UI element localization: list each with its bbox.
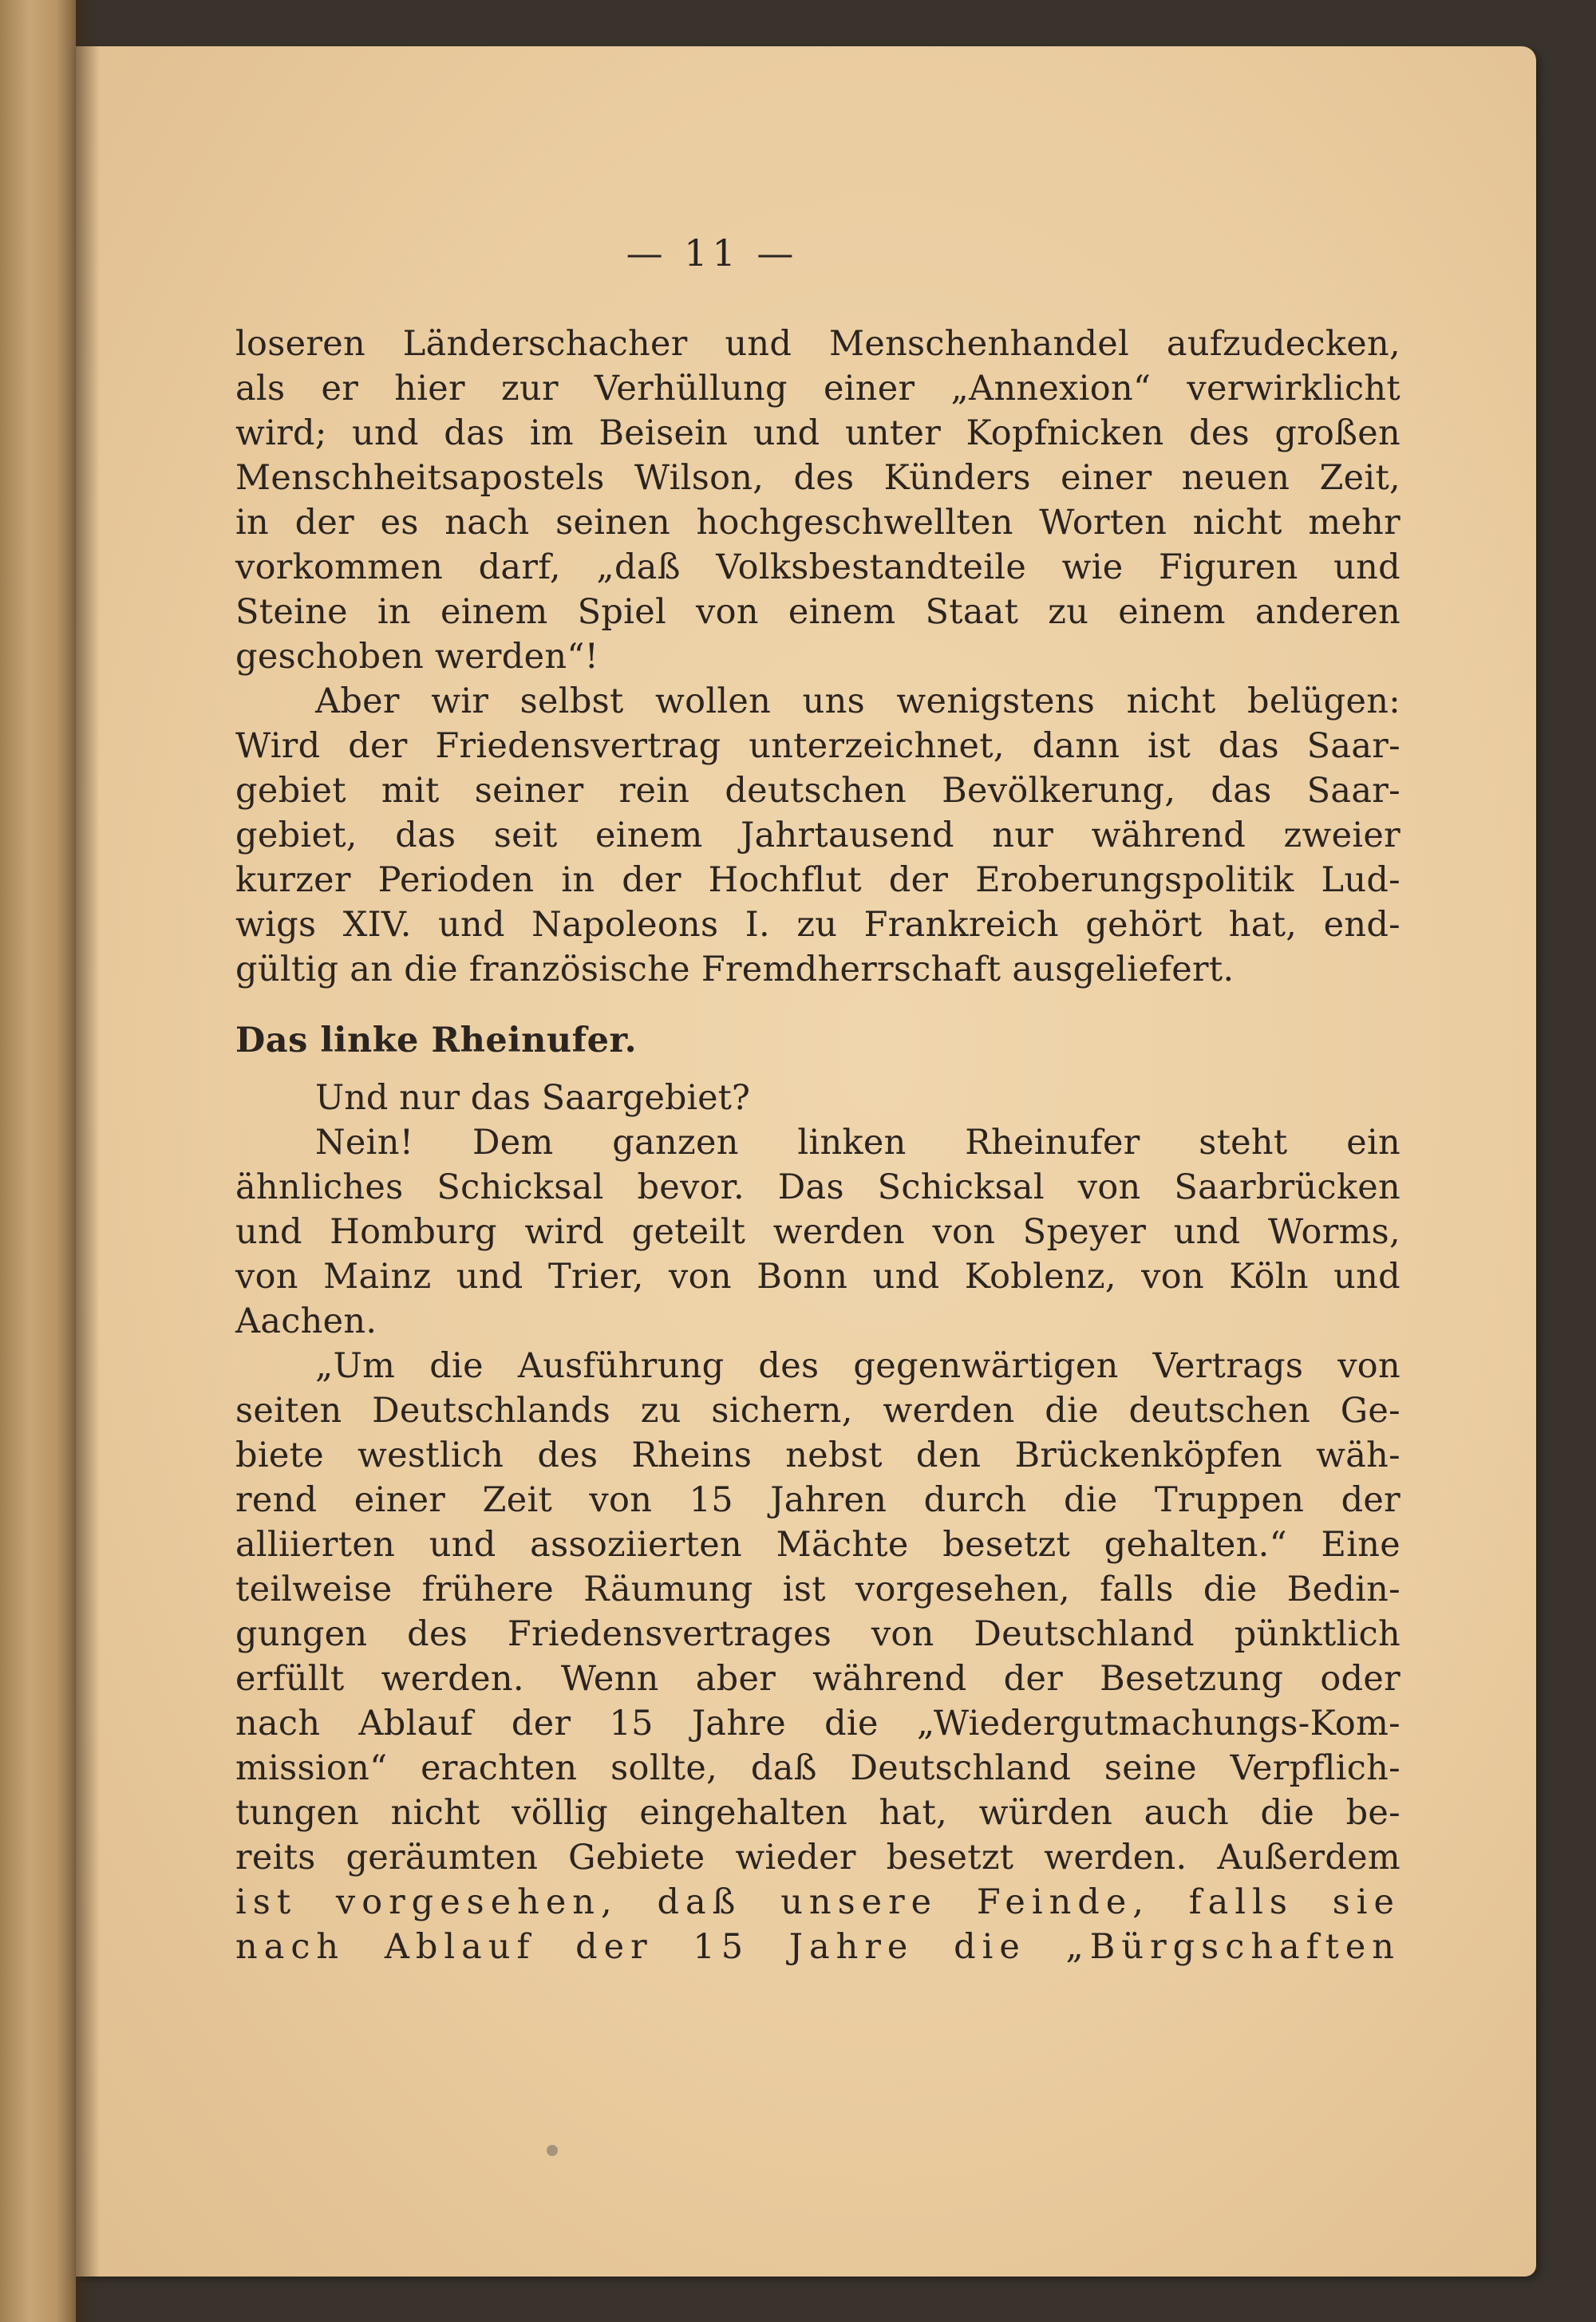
page-number: — 11 — <box>626 231 799 274</box>
text-line: und Homburg wird geteilt werden von Speyer und Worms, <box>235 1212 1400 1252</box>
text-line: ähnliches Schicksal bevor. Das Schicksal von Saarbrücken <box>235 1167 1400 1207</box>
text-line: in der es nach seinen hochgeschwellten Worten nicht mehr <box>235 503 1400 543</box>
text-line: teilweise frühere Räumung ist vorgesehen, falls die Bedin- <box>235 1570 1400 1609</box>
text-line: gebiet mit seiner rein deutschen Bevölkerung, das Saar- <box>235 771 1400 811</box>
text-line: kurzer Perioden in der Hochflut der Eroberungspolitik Lud- <box>235 860 1400 900</box>
text-line: loseren Länderschacher und Menschenhandel aufzudecken, <box>235 324 1400 364</box>
text-line: ist vorgesehen, daß unsere Feinde, falls sie <box>235 1882 1400 1922</box>
text-line: Steine in einem Spiel von einem Staat zu einem anderen <box>235 592 1400 632</box>
text-line: nach Ablauf der 15 Jahre die „Bürgschaften <box>235 1927 1400 1967</box>
text-line: tungen nicht völlig eingehalten hat, würden auch die be- <box>235 1793 1400 1833</box>
section-heading: Das linke Rheinufer. <box>235 1021 638 1060</box>
text-line: erfüllt werden. Wenn aber während der Besetzung oder <box>235 1659 1400 1699</box>
text-line: alliierten und assoziierten Mächte besetzt gehalten.“ Eine <box>235 1525 1400 1565</box>
text-line: mission“ erachten sollte, daß Deutschland seine Verpflich- <box>235 1748 1400 1788</box>
text-line: von Mainz und Trier, von Bonn und Koblenz, von Köln und <box>235 1257 1400 1297</box>
text-line: nach Ablauf der 15 Jahre die „Wiedergutmachungs-Kom- <box>235 1704 1400 1743</box>
text-line: geschoben werden“! <box>235 637 599 677</box>
text-line: Nein! Dem ganzen linken Rheinufer steht ein <box>315 1123 1400 1163</box>
text-line: gungen des Friedensvertrages von Deutschland pünktlich <box>235 1614 1400 1654</box>
text-line: vorkommen darf, „daß Volksbestandteile wie Figuren und <box>235 547 1400 587</box>
text-line: Und nur das Saargebiet? <box>315 1078 750 1118</box>
text-line: seiten Deutschlands zu sichern, werden die deutschen Ge- <box>235 1391 1400 1431</box>
text-line: „Um die Ausführung des gegenwärtigen Vertrags von <box>315 1346 1400 1386</box>
text-line: wird; und das im Beisein und unter Kopfnicken des großen <box>235 413 1400 453</box>
text-line: Aachen. <box>235 1301 377 1341</box>
text-line: biete westlich des Rheins nebst den Brückenköpfen wäh- <box>235 1435 1400 1475</box>
text-line: Aber wir selbst wollen uns wenigstens nicht belügen: <box>315 681 1400 721</box>
ink-speck <box>547 2145 558 2156</box>
text-line: wigs XIV. und Napoleons I. zu Frankreich gehört hat, end- <box>235 905 1400 945</box>
book-gutter <box>76 0 100 2322</box>
left-page-edge <box>0 0 76 2322</box>
text-line: reits geräumten Gebiete wieder besetzt werden. Außerdem <box>235 1838 1400 1878</box>
text-line: Menschheitsapostels Wilson, des Künders einer neuen Zeit, <box>235 458 1400 498</box>
book-page <box>76 46 1536 2277</box>
text-line: Wird der Friedensvertrag unterzeichnet, dann ist das Saar- <box>235 726 1400 766</box>
text-line: gebiet, das seit einem Jahrtausend nur während zweier <box>235 815 1400 855</box>
text-line: rend einer Zeit von 15 Jahren durch die Truppen der <box>235 1480 1400 1520</box>
text-line: als er hier zur Verhüllung einer „Annexion“ verwirklicht <box>235 369 1400 409</box>
text-line: gültig an die französische Fremdherrschaft ausgeliefert. <box>235 950 1235 989</box>
